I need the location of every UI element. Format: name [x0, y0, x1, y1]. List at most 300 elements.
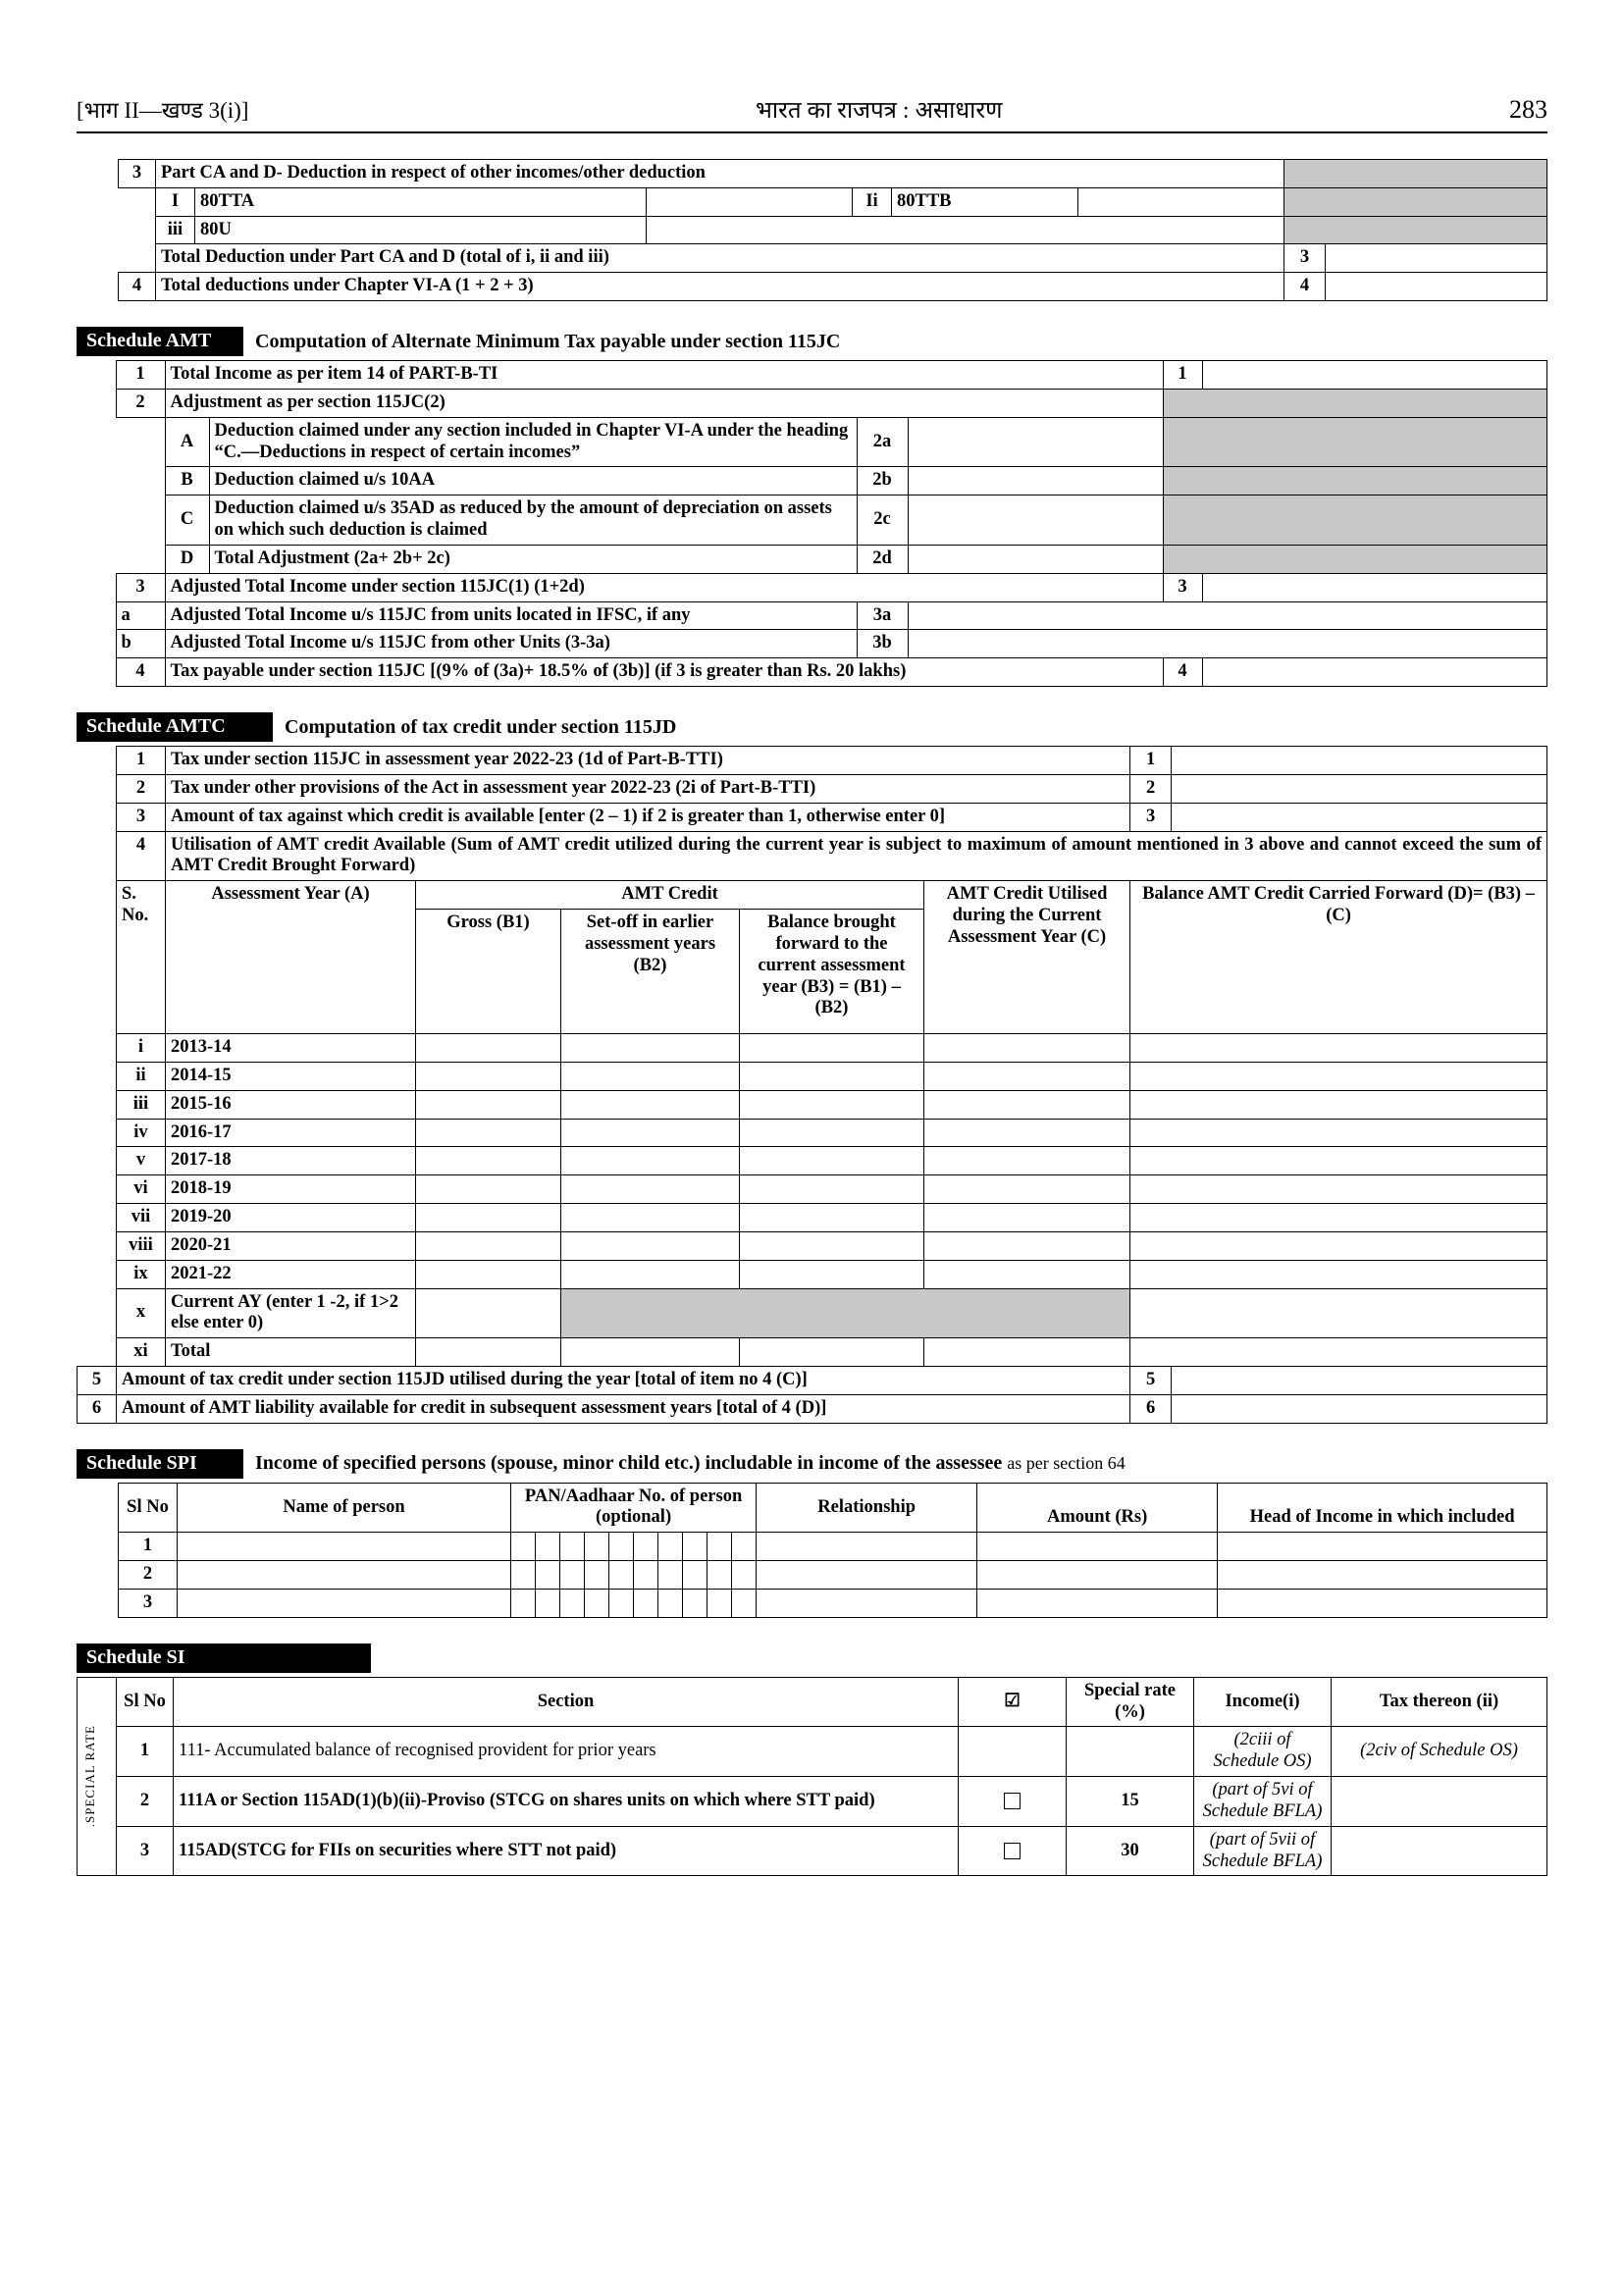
spi-col-pan: PAN/Aadhaar No. of person (optional) — [511, 1483, 757, 1533]
amtc-balance-bf-input[interactable] — [740, 1119, 924, 1147]
amt-row-1-label: Total Income as per item 14 of PART-B-TI — [165, 361, 1163, 390]
table-row — [77, 467, 1547, 496]
si-row-checkbox-cell[interactable] — [959, 1777, 1067, 1827]
amtc-gross-input[interactable] — [416, 1288, 561, 1338]
si-row-slno: 3 — [117, 1826, 174, 1876]
amt-row-4-ref: 4 — [1163, 658, 1202, 687]
spi-pan-char[interactable] — [511, 1561, 536, 1590]
amt-row-1-value[interactable] — [1202, 361, 1546, 390]
si-row-income: (part of 5vi of Schedule BFLA) — [1194, 1777, 1332, 1827]
table-header-row — [78, 881, 1547, 910]
schedule-si-title — [77, 1643, 1547, 1673]
input-80tta[interactable] — [647, 187, 853, 216]
amt-row-2b-ref: 2b — [857, 467, 908, 496]
amtc-row-5-no: 5 — [78, 1366, 117, 1394]
amtc-utilised-input[interactable] — [924, 1260, 1130, 1288]
amtc-balance-bf-input[interactable] — [740, 1090, 924, 1119]
amt-row-3b-letter: b — [116, 630, 165, 658]
amtc-sno: x — [117, 1288, 166, 1338]
amt-row-2c-ref: 2c — [857, 496, 908, 546]
amt-row-3b-label: Adjusted Total Income u/s 115JC from other Units (3-3a) — [165, 630, 857, 658]
amt-row-2a-label: Deduction claimed under any section included in Chapter VI-A under the heading “C.—Deductions in respect of certain incomes” — [209, 417, 857, 467]
amtc-sno: iv — [117, 1119, 166, 1147]
spi-pan-char[interactable] — [585, 1533, 609, 1561]
spi-pan-char[interactable] — [683, 1561, 707, 1590]
amtc-row-3-value[interactable] — [1172, 803, 1547, 831]
amtc-utilised-input[interactable] — [924, 1175, 1130, 1204]
amtc-sno: v — [117, 1147, 166, 1175]
amtc-gross-input[interactable] — [416, 1147, 561, 1175]
spi-pan-char[interactable] — [585, 1561, 609, 1590]
amt-row-2d-ref: 2d — [857, 545, 908, 573]
amt-row-3-value[interactable] — [1202, 573, 1546, 601]
amtc-year: 2016-17 — [166, 1119, 416, 1147]
schedule-spi-desc-light: as per section 64 — [1007, 1453, 1126, 1474]
amtc-balance-bf-input[interactable] — [740, 1175, 924, 1204]
spacer-cell — [78, 1175, 117, 1204]
schedule-amt-tag: Schedule AMT — [77, 327, 243, 356]
amtc-setoff-input[interactable] — [561, 1119, 740, 1147]
amtc-carried-input[interactable] — [1130, 1231, 1547, 1260]
si-row-checkbox-cell[interactable] — [959, 1727, 1067, 1777]
spacer-cell — [78, 910, 117, 1034]
spi-pan-char[interactable] — [707, 1561, 732, 1590]
amtc-gross-input[interactable] — [416, 1175, 561, 1204]
amtc-col-utilised: AMT Credit Utilised during the Current Assessment Year (C) — [924, 881, 1130, 1034]
sub-index-ii: Ii — [853, 187, 892, 216]
total-part-ca-d-label: Total Deduction under Part CA and D (total of i, ii and iii) — [156, 244, 1284, 273]
amt-row-2d-letter: D — [165, 545, 209, 573]
spi-pan-char[interactable] — [658, 1533, 683, 1561]
table-schedule-si — [77, 1677, 1547, 1877]
si-col-slno: Sl No — [117, 1677, 174, 1727]
amtc-carried-input[interactable] — [1130, 1062, 1547, 1090]
spacer-cell — [78, 1288, 117, 1338]
si-row-rate: 15 — [1067, 1777, 1194, 1827]
amtc-col-sno: S. No. — [117, 881, 166, 1034]
spacer-cell — [78, 1090, 117, 1119]
page-number: 283 — [1508, 95, 1547, 124]
table-row — [77, 417, 1547, 467]
spi-pan-char[interactable] — [609, 1589, 634, 1617]
amt-row-1-no: 1 — [116, 361, 165, 390]
spi-name-input[interactable] — [178, 1589, 511, 1617]
amtc-utilised-input[interactable] — [924, 1090, 1130, 1119]
spi-pan-char[interactable] — [732, 1589, 757, 1617]
shaded-cell — [561, 1288, 1130, 1338]
spacer-cell — [116, 545, 165, 573]
spi-name-input[interactable] — [178, 1533, 511, 1561]
header-left-text: [भाग II—खण्ड 3(i)] — [77, 98, 249, 123]
table-header-row — [119, 1483, 1547, 1533]
spi-pan-char[interactable] — [707, 1533, 732, 1561]
amtc-sno: vi — [117, 1175, 166, 1204]
schedule-amt-title — [77, 327, 1547, 356]
amt-row-2b-letter: B — [165, 467, 209, 496]
amt-row-3a-letter: a — [116, 601, 165, 630]
table-row — [78, 1288, 1547, 1338]
spi-pan-char[interactable] — [609, 1561, 634, 1590]
table-row — [78, 831, 1547, 881]
input-80ttb[interactable] — [1078, 187, 1284, 216]
amtc-balance-bf-input[interactable] — [740, 1062, 924, 1090]
spi-amount-input[interactable] — [977, 1561, 1218, 1590]
spacer-cell — [119, 216, 156, 244]
amtc-setoff-input[interactable] — [561, 1090, 740, 1119]
shaded-cell — [1163, 417, 1546, 467]
amtc-total-label: Total — [166, 1338, 416, 1367]
amtc-utilised-total[interactable] — [924, 1338, 1130, 1367]
si-col-check: ☑ — [959, 1677, 1067, 1727]
amtc-row-4-no: 4 — [117, 831, 166, 881]
sub-index-iii: iii — [156, 216, 195, 244]
total-part-ca-d-ref: 3 — [1284, 244, 1326, 273]
amtc-col-carried-forward: Balance AMT Credit Carried Forward (D)= (B3) –(C) — [1130, 881, 1547, 1034]
spacer-cell — [78, 1147, 117, 1175]
checkbox-icon[interactable] — [1004, 1793, 1021, 1809]
amtc-utilised-input[interactable] — [924, 1119, 1130, 1147]
si-row-section: 111- Accumulated balance of recognised provident for prior years — [174, 1727, 959, 1777]
amtc-utilised-input[interactable] — [924, 1231, 1130, 1260]
total-chapter-via-value[interactable] — [1326, 273, 1547, 301]
amtc-utilised-input[interactable] — [924, 1204, 1130, 1232]
spi-pan-char[interactable] — [511, 1589, 536, 1617]
shaded-cell — [1163, 389, 1546, 417]
si-row-checkbox-cell[interactable] — [959, 1826, 1067, 1876]
amtc-row-1-value[interactable] — [1172, 747, 1547, 775]
spacer-cell — [77, 467, 116, 496]
table-row — [119, 273, 1547, 301]
amtc-balance-bf-input[interactable] — [740, 1147, 924, 1175]
shaded-cell — [1284, 216, 1547, 244]
amtc-row-2-value[interactable] — [1172, 774, 1547, 803]
amtc-carried-input[interactable] — [1130, 1175, 1547, 1204]
running-header — [77, 93, 1547, 133]
special-rate-side-label — [78, 1677, 117, 1876]
spacer-cell — [119, 244, 156, 273]
table-row — [78, 1338, 1547, 1367]
amtc-setoff-input[interactable] — [561, 1204, 740, 1232]
spi-col-slno: Sl No — [119, 1483, 178, 1533]
total-part-ca-d-value[interactable] — [1326, 244, 1547, 273]
spacer-cell — [77, 658, 116, 687]
amtc-balance-bf-input[interactable] — [740, 1204, 924, 1232]
amtc-row-5-value[interactable] — [1172, 1366, 1547, 1394]
spi-head-input[interactable] — [1218, 1533, 1547, 1561]
spi-row-slno: 3 — [119, 1589, 178, 1617]
spi-relationship-input[interactable] — [757, 1561, 977, 1590]
amt-row-3b-ref: 3b — [857, 630, 908, 658]
amtc-gross-input[interactable] — [416, 1260, 561, 1288]
spacer-cell — [77, 389, 116, 417]
spacer-cell — [78, 831, 117, 881]
si-row-tax[interactable] — [1332, 1777, 1547, 1827]
amtc-row-3-label: Amount of tax against which credit is available [enter (2 – 1) if 2 is greater than 1, otherwise enter 0] — [166, 803, 1130, 831]
total-chapter-via-label: Total deductions under Chapter VI-A (1 + 2 + 3) — [156, 273, 1284, 301]
table-row — [78, 1090, 1547, 1119]
amtc-gross-input[interactable] — [416, 1119, 561, 1147]
spi-col-amount: Amount (Rs) — [977, 1483, 1218, 1533]
amtc-carried-input[interactable] — [1130, 1204, 1547, 1232]
amtc-gross-input[interactable] — [416, 1090, 561, 1119]
si-col-tax: Tax thereon (ii) — [1332, 1677, 1547, 1727]
amt-row-2-no: 2 — [116, 389, 165, 417]
table-row — [78, 1062, 1547, 1090]
amtc-utilised-input[interactable] — [924, 1147, 1130, 1175]
si-row-tax[interactable] — [1332, 1826, 1547, 1876]
table-row — [119, 1589, 1547, 1617]
spi-pan-char[interactable] — [683, 1589, 707, 1617]
spi-pan-char[interactable] — [634, 1589, 658, 1617]
spi-pan-char[interactable] — [560, 1561, 585, 1590]
amtc-sno: viii — [117, 1231, 166, 1260]
amtc-gross-input[interactable] — [416, 1062, 561, 1090]
row-number: 3 — [119, 160, 156, 188]
spi-head-input[interactable] — [1218, 1561, 1547, 1590]
shaded-cell — [1163, 467, 1546, 496]
amtc-row-4-label: Utilisation of AMT credit Available (Sum of AMT credit utilized during the current year is subject to maximum of amount mentioned in 3 above and cannot exceed the sum of AMT Credit Brought Forward) — [166, 831, 1547, 881]
amtc-row-6-label: Amount of AMT liability available for credit in subsequent assessment years [total of 4 (D)] — [117, 1394, 1130, 1423]
si-row-section: 115AD(STCG for FIIs on securities where STT not paid) — [174, 1826, 959, 1876]
checkbox-icon[interactable] — [1004, 1843, 1021, 1859]
si-row-income: (part of 5vii of Schedule BFLA) — [1194, 1826, 1332, 1876]
amtc-setoff-input[interactable] — [561, 1034, 740, 1063]
amtc-carried-input[interactable] — [1130, 1260, 1547, 1288]
table-row — [77, 601, 1547, 630]
spi-pan-char[interactable] — [634, 1533, 658, 1561]
amt-row-2b-value[interactable] — [908, 467, 1163, 496]
spi-pan-char[interactable] — [560, 1533, 585, 1561]
amtc-setoff-input[interactable] — [561, 1175, 740, 1204]
sub-label-80ttb: 80TTB — [892, 187, 1078, 216]
table-row — [78, 1394, 1547, 1423]
spacer-cell — [116, 417, 165, 467]
spacer-cell — [116, 467, 165, 496]
amtc-year: 2020-21 — [166, 1231, 416, 1260]
spacer-cell — [77, 630, 116, 658]
spi-col-head: Head of Income in which included — [1218, 1483, 1547, 1533]
spi-pan-char[interactable] — [658, 1589, 683, 1617]
amtc-year: 2013-14 — [166, 1034, 416, 1063]
amtc-year: 2019-20 — [166, 1204, 416, 1232]
amtc-utilised-input[interactable] — [924, 1062, 1130, 1090]
spi-relationship-input[interactable] — [757, 1589, 977, 1617]
spacer-cell — [119, 187, 156, 216]
amt-row-4-value[interactable] — [1202, 658, 1546, 687]
spi-pan-char[interactable] — [683, 1533, 707, 1561]
amt-row-3-label: Adjusted Total Income under section 115JC(1) (1+2d) — [165, 573, 1163, 601]
amt-row-2c-value[interactable] — [908, 496, 1163, 546]
amtc-row-3-ref: 3 — [1130, 803, 1172, 831]
table-row — [77, 496, 1547, 546]
spi-pan-char[interactable] — [536, 1561, 560, 1590]
amtc-sno: xi — [117, 1338, 166, 1367]
amtc-setoff-input[interactable] — [561, 1062, 740, 1090]
amt-row-3a-label: Adjusted Total Income u/s 115JC from units located in IFSC, if any — [165, 601, 857, 630]
amt-row-2a-value[interactable] — [908, 417, 1163, 467]
amtc-carried-input[interactable] — [1130, 1119, 1547, 1147]
amtc-year: 2018-19 — [166, 1175, 416, 1204]
spacer-cell — [78, 747, 117, 775]
sub-index-i: I — [156, 187, 195, 216]
spi-pan-char[interactable] — [585, 1589, 609, 1617]
amtc-year: 2021-22 — [166, 1260, 416, 1288]
amt-row-1-ref: 1 — [1163, 361, 1202, 390]
si-row-slno: 1 — [117, 1727, 174, 1777]
amtc-gross-input[interactable] — [416, 1204, 561, 1232]
spi-pan-char[interactable] — [560, 1589, 585, 1617]
amtc-year-current: Current AY (enter 1 -2, if 1>2 else enter 0) — [166, 1288, 416, 1338]
table-row — [78, 1777, 1547, 1827]
spi-head-input[interactable] — [1218, 1589, 1547, 1617]
amt-row-3-no: 3 — [116, 573, 165, 601]
si-row-section: 111A or Section 115AD(1)(b)(ii)-Proviso (STCG on shares units on which where STT paid) — [174, 1777, 959, 1827]
amt-row-3a-value[interactable] — [908, 601, 1547, 630]
spacer-cell — [78, 1338, 117, 1367]
table-row — [77, 630, 1547, 658]
si-row-tax: (2civ of Schedule OS) — [1332, 1727, 1547, 1777]
amtc-balance-bf-total[interactable] — [740, 1338, 924, 1367]
amtc-utilised-input[interactable] — [924, 1034, 1130, 1063]
spacer-cell — [78, 881, 117, 910]
amtc-carried-input[interactable] — [1130, 1090, 1547, 1119]
amtc-balance-bf-input[interactable] — [740, 1260, 924, 1288]
input-80u[interactable] — [647, 216, 1284, 244]
table-schedule-amtc — [77, 746, 1547, 1424]
spi-name-input[interactable] — [178, 1561, 511, 1590]
amtc-gross-input[interactable] — [416, 1231, 561, 1260]
amtc-row-2-ref: 2 — [1130, 774, 1172, 803]
shaded-cell — [1163, 496, 1546, 546]
spi-pan-char[interactable] — [511, 1533, 536, 1561]
amt-row-3b-value[interactable] — [908, 630, 1547, 658]
table-row — [78, 1260, 1547, 1288]
table-schedule-spi — [118, 1483, 1547, 1618]
amt-row-4-no: 4 — [116, 658, 165, 687]
spi-pan-char[interactable] — [536, 1589, 560, 1617]
spi-row-slno: 1 — [119, 1533, 178, 1561]
amt-row-2b-label: Deduction claimed u/s 10AA — [209, 467, 857, 496]
spi-pan-char[interactable] — [634, 1561, 658, 1590]
spi-amount-input[interactable] — [977, 1533, 1218, 1561]
header-center-text: भारत का राजपत्र : असाधारण — [755, 98, 1003, 124]
schedule-amt-desc: Computation of Alternate Minimum Tax payable under section 115JC — [255, 330, 841, 352]
amtc-col-gross: Gross (B1) — [416, 910, 561, 1034]
si-col-section: Section — [174, 1677, 959, 1727]
table-schedule-amt — [77, 360, 1547, 687]
amtc-row-6-no: 6 — [78, 1394, 117, 1423]
table-row — [78, 803, 1547, 831]
table-row — [78, 1727, 1547, 1777]
special-rate-side-text: .SPECIAL RATE — [82, 1725, 97, 1828]
table-row — [77, 658, 1547, 687]
amtc-year: 2014-15 — [166, 1062, 416, 1090]
amtc-setoff-input[interactable] — [561, 1260, 740, 1288]
amtc-year: 2015-16 — [166, 1090, 416, 1119]
table-row — [119, 244, 1547, 273]
table-row — [119, 1533, 1547, 1561]
amtc-sno: ii — [117, 1062, 166, 1090]
schedule-spi-tag: Schedule SPI — [77, 1449, 243, 1479]
table-row — [78, 1366, 1547, 1394]
table-header-row — [78, 1677, 1547, 1727]
shaded-cell — [1163, 545, 1546, 573]
amt-row-2d-label: Total Adjustment (2a+ 2b+ 2c) — [209, 545, 857, 573]
amtc-row-2-no: 2 — [117, 774, 166, 803]
spi-relationship-input[interactable] — [757, 1533, 977, 1561]
spacer-cell — [78, 1260, 117, 1288]
si-row-rate — [1067, 1727, 1194, 1777]
amt-row-3-ref: 3 — [1163, 573, 1202, 601]
spi-amount-input[interactable] — [977, 1589, 1218, 1617]
amtc-carried-input[interactable] — [1130, 1288, 1547, 1338]
spi-pan-char[interactable] — [609, 1533, 634, 1561]
schedule-amtc-tag: Schedule AMTC — [77, 712, 273, 742]
amtc-year: 2017-18 — [166, 1147, 416, 1175]
spi-pan-char[interactable] — [732, 1533, 757, 1561]
amtc-setoff-input[interactable] — [561, 1231, 740, 1260]
amt-row-4-label: Tax payable under section 115JC [(9% of (3a)+ 18.5% of (3b)] (if 3 is greater than Rs. 20 lakhs) — [165, 658, 1163, 687]
table-row — [78, 1826, 1547, 1876]
amtc-setoff-input[interactable] — [561, 1147, 740, 1175]
amtc-row-1-no: 1 — [117, 747, 166, 775]
amt-row-2a-letter: A — [165, 417, 209, 467]
amtc-row-1-label: Tax under section 115JC in assessment year 2022-23 (1d of Part-B-TTI) — [166, 747, 1130, 775]
spi-pan-char[interactable] — [707, 1589, 732, 1617]
spi-col-name: Name of person — [178, 1483, 511, 1533]
table-row — [78, 774, 1547, 803]
table-row — [119, 1561, 1547, 1590]
table-row — [119, 160, 1547, 188]
row-label: Part CA and D- Deduction in respect of other incomes/other deduction — [156, 160, 1284, 188]
table-row — [78, 1034, 1547, 1063]
amtc-gross-input[interactable] — [416, 1034, 561, 1063]
amt-row-2a-ref: 2a — [857, 417, 908, 467]
table-row — [77, 545, 1547, 573]
amtc-balance-bf-input[interactable] — [740, 1231, 924, 1260]
schedule-amtc-desc: Computation of tax credit under section 115JD — [285, 715, 677, 738]
amt-row-2-label: Adjustment as per section 115JC(2) — [165, 389, 1163, 417]
amtc-row-5-ref: 5 — [1130, 1366, 1172, 1394]
spacer-cell — [77, 361, 116, 390]
spacer-cell — [78, 774, 117, 803]
spi-pan-char[interactable] — [732, 1561, 757, 1590]
table-part-ca-d — [118, 159, 1547, 301]
spi-pan-char[interactable] — [536, 1533, 560, 1561]
spacer-cell — [78, 803, 117, 831]
amtc-balance-bf-input[interactable] — [740, 1034, 924, 1063]
amtc-row-6-ref: 6 — [1130, 1394, 1172, 1423]
amt-row-2d-value[interactable] — [908, 545, 1163, 573]
amtc-carried-total[interactable] — [1130, 1338, 1547, 1367]
amtc-row-6-value[interactable] — [1172, 1394, 1547, 1423]
amtc-carried-input[interactable] — [1130, 1147, 1547, 1175]
amtc-setoff-total[interactable] — [561, 1338, 740, 1367]
amtc-row-2-label: Tax under other provisions of the Act in assessment year 2022-23 (2i of Part-B-TTI) — [166, 774, 1130, 803]
amtc-gross-total[interactable] — [416, 1338, 561, 1367]
schedule-spi-title — [77, 1449, 1547, 1479]
spi-row-slno: 2 — [119, 1561, 178, 1590]
amtc-col-amt-credit: AMT Credit — [416, 881, 924, 910]
spacer-cell — [116, 496, 165, 546]
amtc-sno: iii — [117, 1090, 166, 1119]
shaded-cell — [1284, 160, 1547, 188]
spi-pan-char[interactable] — [658, 1561, 683, 1590]
shaded-cell — [1284, 187, 1547, 216]
amtc-carried-input[interactable] — [1130, 1034, 1547, 1063]
sub-label-80tta: 80TTA — [195, 187, 647, 216]
schedule-amtc-title — [77, 712, 1547, 742]
